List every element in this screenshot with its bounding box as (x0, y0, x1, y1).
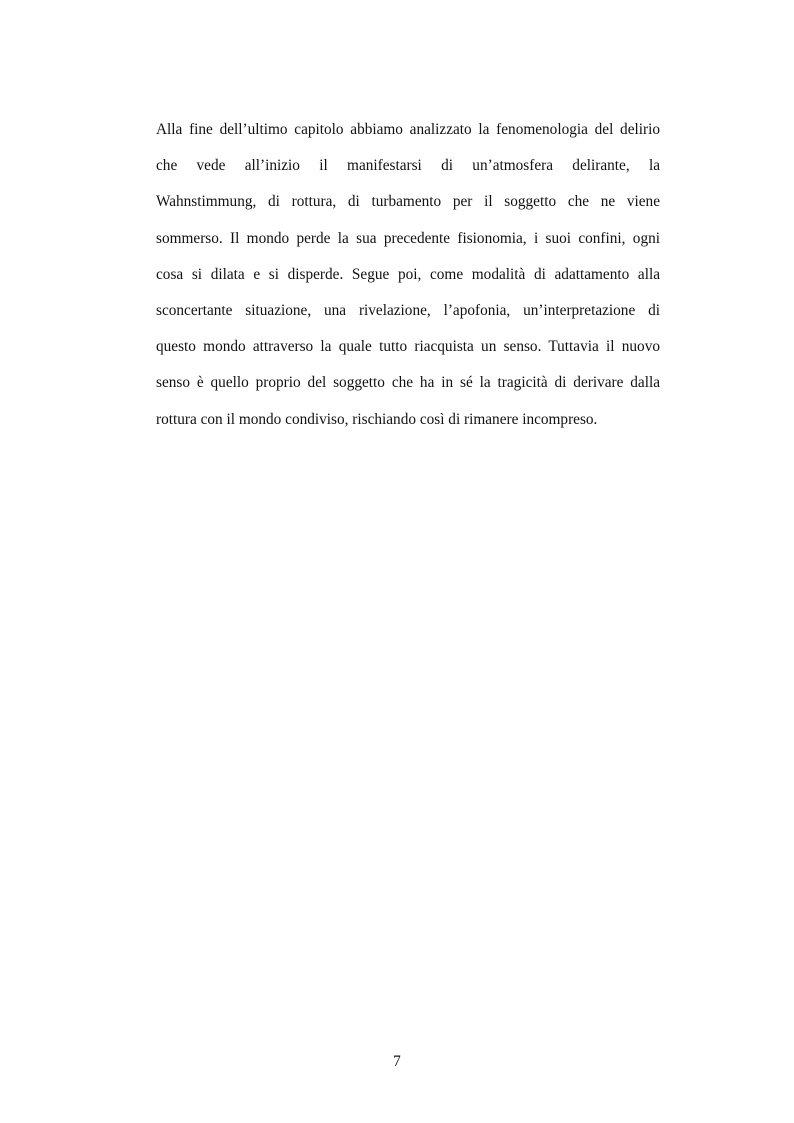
paragraph-line: cosa si dilata e si disperde. Segue poi, come modalità di adattamento alla (156, 265, 660, 283)
paragraph-line: Wahnstimmung, di rottura, di turbamento per il soggetto che ne viene (156, 193, 660, 211)
paragraph-line: senso è quello proprio del soggetto che ha in sé la tragicità di derivare dalla (156, 374, 660, 392)
paragraph-line: sconcertante situazione, una rivelazione, l’apofonia, un’interpretazione di (156, 301, 660, 319)
page-number: 7 (393, 1053, 401, 1070)
paragraph-line: Alla fine dell’ultimo capitolo abbiamo analizzato la fenomenologia del delirio (156, 121, 660, 138)
body-paragraph (156, 118, 660, 444)
paragraph-line: che vede all’inizio il manifestarsi di un’atmosfera delirante, la (156, 157, 660, 175)
paragraph-line: rottura con il mondo condiviso, rischiando così di rimanere incompreso. (156, 410, 598, 428)
paragraph-line: sommerso. Il mondo perde la sua precedente fisionomia, i suoi confini, ogni (156, 229, 660, 247)
paragraph-line: questo mondo attraverso la quale tutto riacquista un senso. Tuttavia il nuovo (156, 338, 660, 356)
